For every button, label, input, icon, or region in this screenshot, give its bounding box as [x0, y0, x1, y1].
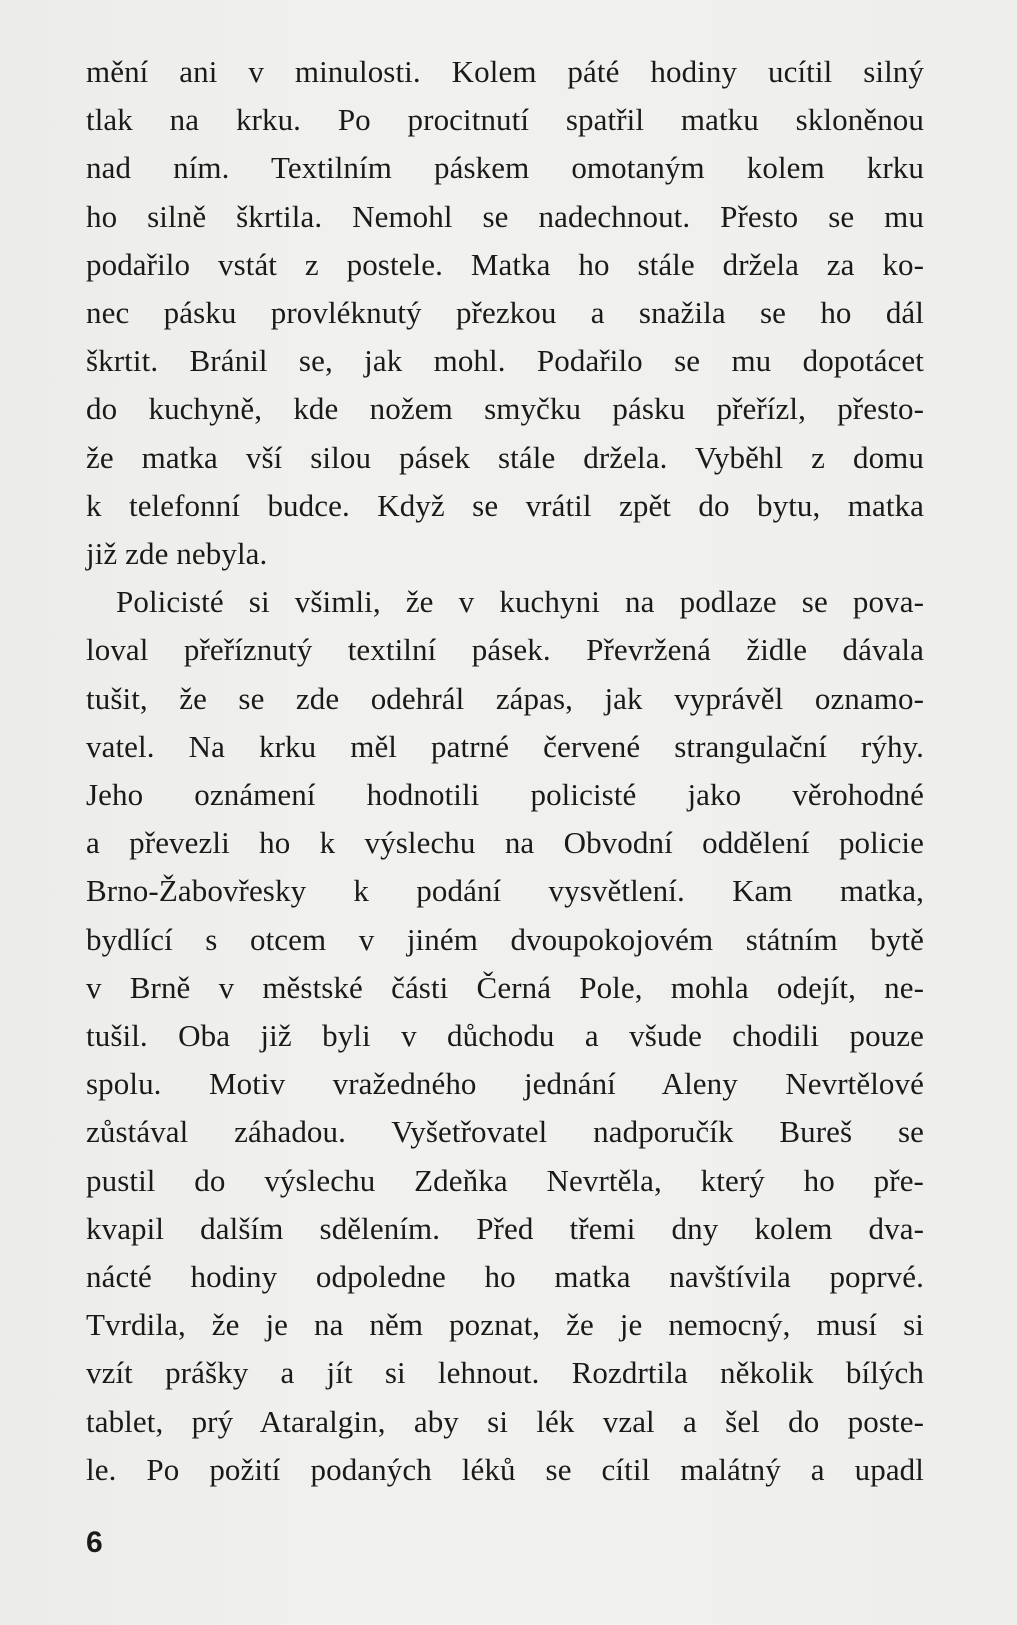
paragraph-2 — [86, 578, 924, 1494]
text-line: loval přeříznutý textilní pásek. Převržená židle dávala — [86, 632, 924, 668]
text-line: Tvrdila, že je na něm poznat, že je nemocný, musí si — [86, 1307, 924, 1343]
text-line: a převezli ho k výslechu na Obvodní oddělení policie — [86, 825, 924, 861]
text-line: škrtit. Bránil se, jak mohl. Podařilo se mu dopotácet — [86, 343, 924, 379]
text-line: kvapil dalším sdělením. Před třemi dny kolem dva- — [86, 1210, 924, 1246]
text-line: v Brně v městské části Černá Pole, mohla odejít, ne- — [86, 969, 924, 1005]
text-line: již zde nebyla. — [86, 536, 268, 572]
text-line: tušil. Oba již byli v důchodu a všude chodili pouze — [86, 1018, 924, 1054]
text-line: k telefonní budce. Když se vrátil zpět do bytu, matka — [86, 487, 924, 523]
text-line: Jeho oznámení hodnotili policisté jako věrohodné — [86, 777, 924, 813]
text-line: tlak na krku. Po procitnutí spatřil matku skloněnou — [86, 102, 924, 138]
text-line: le. Po požití podaných léků se cítil malátný a upadl — [86, 1451, 924, 1487]
text-line: tablet, prý Ataralgin, aby si lék vzal a šel do poste- — [86, 1403, 924, 1439]
text-line: ho silně škrtila. Nemohl se nadechnout. Přesto se mu — [86, 198, 924, 234]
text-line: podařilo vstát z postele. Matka ho stále držela za ko- — [86, 246, 924, 282]
text-line: vatel. Na krku měl patrné červené strangulační rýhy. — [86, 728, 924, 764]
text-line: bydlící s otcem v jiném dvoupokojovém státním bytě — [86, 921, 924, 957]
text-line: nec pásku provléknutý přezkou a snažila se ho dál — [86, 295, 924, 331]
text-line: spolu. Motiv vražedného jednání Aleny Nevrtělové — [86, 1066, 924, 1102]
text-line: pustil do výslechu Zdeňka Nevrtěla, který ho pře- — [86, 1162, 924, 1198]
text-line: Brno-Žabovřesky k podání vysvětlení. Kam matka, — [86, 873, 924, 909]
text-line: nad ním. Textilním páskem omotaným kolem krku — [86, 150, 924, 186]
text-line: tušit, že se zde odehrál zápas, jak vyprávěl oznamo- — [86, 680, 924, 716]
text-line: vzít prášky a jít si lehnout. Rozdrtila několik bílých — [86, 1355, 924, 1391]
page-number: 6 — [86, 1526, 103, 1559]
text-line: Policisté si všimli, že v kuchyni na podlaze se pova- — [116, 584, 924, 620]
text-line: nácté hodiny odpoledne ho matka navštívila poprvé. — [86, 1259, 924, 1295]
body-text — [86, 48, 924, 1494]
text-line: do kuchyně, kde nožem smyčku pásku přeřízl, přesto- — [86, 391, 924, 427]
text-line: zůstával záhadou. Vyšetřovatel nadporučík Bureš se — [86, 1114, 924, 1150]
text-line: mění ani v minulosti. Kolem páté hodiny ucítil silný — [86, 54, 924, 89]
text-line: že matka vší silou pásek stále držela. Vyběhl z domu — [86, 439, 924, 475]
paragraph-1 — [86, 48, 924, 578]
